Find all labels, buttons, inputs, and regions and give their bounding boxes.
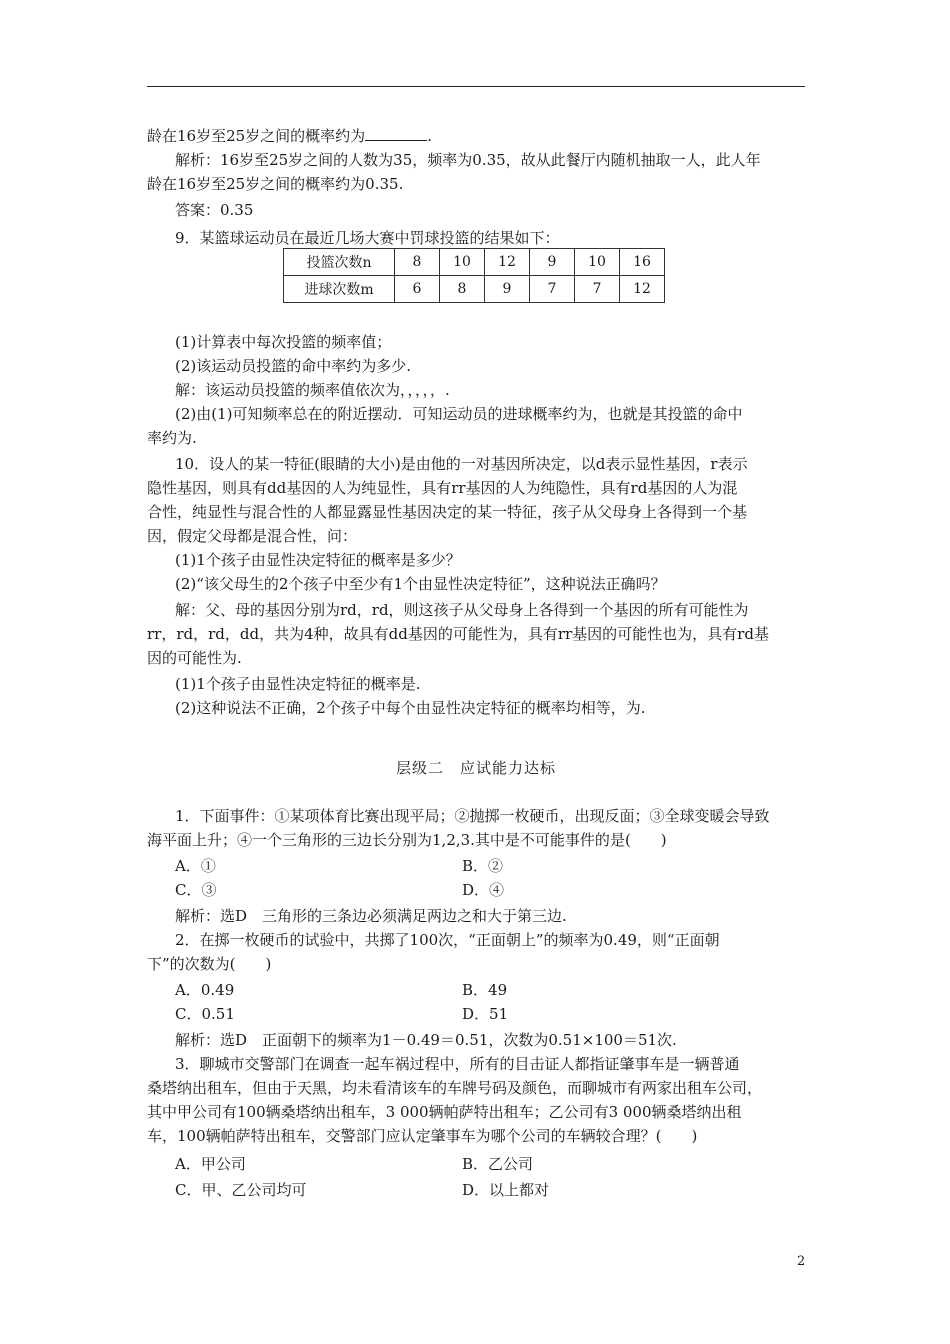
sub-question: (2)该运动员投篮的命中率约为多少.	[175, 357, 412, 375]
section-heading: 层级二 应试能力达标	[395, 759, 556, 777]
table-cell: 9	[530, 249, 575, 276]
solution-line: rr，rd，rd，dd，共为4种，故具有dd基因的可能性为，具有rr基因的可能性也为，具有rd基	[147, 625, 769, 643]
option-d: D．51	[462, 1005, 509, 1023]
solution-line: 解：父、母的基因分别为rd，rd，则这孩子从父母身上各得到一个基因的所有可能性为	[175, 601, 749, 619]
question-text-part: 龄在16岁至25岁之间的概率约为	[147, 127, 366, 145]
answer-line: (2)这种说法不正确，2个孩子中每个由显性决定特征的概率均相等，为.	[175, 699, 646, 717]
table-cell: 12	[485, 249, 530, 276]
table-cell: 10	[440, 249, 485, 276]
mc3-stem: 车，100辆帕萨特出租车，交警部门应认定肇事车为哪个公司的车辆较合理？( )	[147, 1127, 698, 1145]
mc2-stem: 2．在掷一枚硬币的试验中，共掷了100次，“正面朝上”的频率为0.49，则“正面朝	[175, 931, 720, 949]
question-10-line: 隐性基因，则具有dd基因的人为纯显性，具有rr基因的人为纯隐性，具有rd基因的人为混	[147, 479, 738, 497]
option-b: B．乙公司	[462, 1155, 534, 1173]
answer-line: (1)1个孩子由显性决定特征的概率是.	[175, 675, 421, 693]
table-cell: 6	[395, 276, 440, 303]
table-cell: 7	[530, 276, 575, 303]
answer-blank	[365, 126, 427, 141]
question-10-line: 10．设人的某一特征(眼睛的大小)是由他的一对基因所决定，以d表示显性基因，r表示	[175, 455, 748, 473]
table-row	[284, 249, 665, 276]
row-header: 进球次数m	[284, 276, 395, 303]
analysis-line: 龄在16岁至25岁之间的概率约为0.35.	[147, 175, 404, 193]
sub-question: (1)1个孩子由显性决定特征的概率是多少？	[175, 551, 461, 569]
option-a: A．①	[175, 857, 216, 875]
answer-line: 答案：0.35	[175, 201, 254, 219]
sub-question: (1)计算表中每次投篮的频率值；	[175, 333, 392, 351]
mc3-stem: 桑塔纳出租车，但由于天黑，均未看清该车的车牌号码及颜色，而聊城市有两家出租车公司，	[147, 1079, 763, 1097]
mc1-stem: 1．下面事件：①某项体育比赛出现平局；②抛掷一枚硬币，出现反面；③全球变暖会导致	[175, 807, 770, 825]
table-cell: 9	[485, 276, 530, 303]
option-c: C．③	[175, 881, 217, 899]
analysis-line: 解析：选D 三角形的三条边必须满足两边之和大于第三边.	[175, 907, 567, 925]
solution-line: 率约为.	[147, 429, 197, 447]
table-cell: 16	[620, 249, 665, 276]
solution-line: (2)由(1)可知频率总在的附近摆动．可知运动员的进球概率约为，也就是其投篮的命中	[175, 405, 743, 423]
solution-line: 因的可能性为.	[147, 649, 242, 667]
frequency-table	[283, 248, 665, 303]
option-c: C．甲、乙公司均可	[175, 1181, 307, 1199]
mc1-stem: 海平面上升；④一个三角形的三边长分别为1,2,3.其中是不可能事件的是( )	[147, 831, 667, 849]
table-cell: 12	[620, 276, 665, 303]
option-b: B．49	[462, 981, 508, 999]
option-d: D．④	[462, 881, 505, 899]
option-a: A．0.49	[175, 981, 235, 999]
option-a: A．甲公司	[175, 1155, 246, 1173]
analysis-line: 解析：选D 正面朝下的频率为1－0.49＝0.51，次数为0.51×100＝51次.	[175, 1031, 677, 1049]
mc3-stem: 其中甲公司有100辆桑塔纳出租车，3 000辆帕萨特出租车；乙公司有3 000辆桑塔纳出租	[147, 1103, 742, 1121]
question-9-title: 9．某篮球运动员在最近几场大赛中罚球投篮的结果如下：	[175, 229, 560, 247]
option-b: B．②	[462, 857, 504, 875]
mc2-stem: 下”的次数为( )	[147, 955, 272, 973]
option-d: D．以上都对	[462, 1181, 550, 1199]
option-c: C．0.51	[175, 1005, 235, 1023]
sub-question: (2)“该父母生的2个孩子中至少有1个由显性决定特征”，这种说法正确吗？	[175, 575, 666, 593]
question-text	[147, 126, 807, 146]
table-cell: 10	[575, 249, 620, 276]
question-10-line: 合性，纯显性与混合性的人都显露显性基因决定的某一特征，孩子从父母身上各得到一个基	[147, 503, 748, 521]
question-10-line: 因，假定父母都是混合性，问：	[147, 527, 358, 545]
solution-line: 解：该运动员投篮的频率值依次为，，，，，.	[175, 381, 450, 399]
analysis-line: 解析：16岁至25岁之间的人数为35，频率为0.35，故从此餐厅内随机抽取一人，此人年	[175, 151, 761, 169]
table-cell: 8	[395, 249, 440, 276]
punctuation: .	[427, 127, 432, 145]
table-row	[284, 276, 665, 303]
table-cell: 7	[575, 276, 620, 303]
mc3-stem: 3．聊城市交警部门在调查一起车祸过程中，所有的目击证人都指证肇事车是一辆普通	[175, 1055, 740, 1073]
row-header: 投篮次数n	[284, 249, 395, 276]
table-cell: 8	[440, 276, 485, 303]
header-rule	[147, 86, 805, 87]
page-number: 2	[797, 1254, 806, 1269]
